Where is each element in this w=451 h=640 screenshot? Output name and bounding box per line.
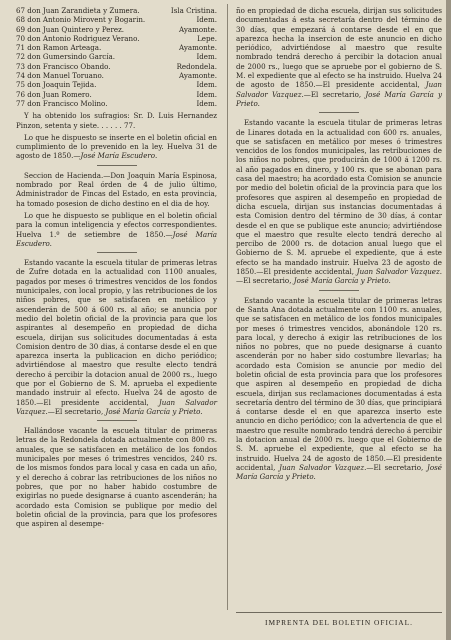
page-edge (446, 0, 451, 640)
signature: Juan Salvador Vazquez. (279, 462, 367, 472)
list-item: 76 don Juan Romero. Idem. (16, 89, 217, 99)
left-column (16, 6, 217, 531)
list-item: 69 don Juan Quintero y Perez. Ayamonte. (16, 24, 217, 34)
signature: Juan Salvador Vazquez. (236, 80, 442, 99)
printer-imprint: IMPRENTA DEL BOLETIN OFICIAL. (236, 612, 442, 627)
publication-notice: Lo que he dispuesto se inserte en el boletin oficial en cumplimiento de lo prevenido en la ley. Huelva 31 de agosto de 1850.—José María Escudero. (16, 132, 217, 161)
list-item: 73 don Francisco Obando. Redondela. (16, 61, 217, 71)
votes-paragraph: Y ha obtenido los sufragios: Sr. D. Luis Hernandez Pinzon, setenta y siete. . . . . . 77. (16, 111, 217, 130)
hacienda-notice: Seccion de Hacienda.—Don Joaquin María Espinosa, nombrado por Real órden de 4 de julio último, Administrador de Fincas del Estado, en esta provincia, ha tomado posesion de dicho destino en el dia de hoy. (16, 170, 217, 208)
signature: Juan Salvador Vazquez. (16, 397, 218, 416)
right-column (236, 6, 442, 485)
signature: José María García y Prieto. (105, 406, 203, 416)
zufre-school-notice: Estando vacante la escuela titular de primeras letras de Zufre dotada en la actualidad con 1100 anuales, pagados por meses ó trimestres vencidos de los fondos municipales, con local propio, y las retribuciones de los niños pobres, que se satisfacen en metálico y ascenderán de 500 á 600 rs. al año; se anuncia por medio del boletin oficial de la provincia para que los aspirantes al desempeño en propiedad de dicha escuela, dirijan sus solicitudes documentadas á esta Comision dentro de 30 dias, á contarse desde el en que aparezca inserta la publicacion en dicho periódico; advirtiéndose al maestro que resulte electo tendrá derecho á percibir la dotacion anual de 2000 rs., luego que por el Gobierno de S. M. aprueba el expediente mandado instruir al efecto. Huelva 24 de agosto de 1850.—El presidente accidental, Juan Salvador Vazquez.—El secretario, José María García y Prieto. (16, 258, 218, 416)
hacienda-publication: Lo que he dispuesto se publique en el boletin oficial para la comun inteligencia y efectos correspondientes. Huelva 1.º de setiembre de 1850.—José María Escudero. (16, 210, 217, 248)
redondela-school-notice: Hallándose vacante la escuela titular de primeras letras de la Redondela dotada actualmente con 800 rs. anuales, que se satisfacen en metálico de los fondos municipales por meses ó trimestres vencidos, 240 rs. de los mismos fondos para local y casa en cada un año, y el derecho á cobrar las retribuciones de los niños no pobres, que por no haber habido costumbre de exigirlas no puede designarse á cuanto ascenderán; ha acordado esta Comision se publique por medio del boletin oficial de la provincia, para que los profesores que aspiren al desempe- (16, 426, 217, 529)
section-divider (97, 420, 137, 421)
column-divider (227, 4, 228, 610)
list-item: 67 don Juan Zarandieta y Zumera. Isla Cristina. (16, 6, 217, 15)
signature: José María García y Prieto. (236, 462, 442, 482)
section-divider (319, 112, 359, 113)
signature: José María Escudero. (80, 151, 158, 161)
list-item: 71 don Ramon Arteaga. Ayamonte. (16, 43, 217, 53)
list-item: 77 don Francisco Molino. Idem. (16, 98, 217, 108)
section-divider (97, 165, 137, 166)
signature: José María García y Prieto. (236, 89, 442, 108)
list-item: 70 don Antonio Rodriguez Verano. Lepe. (16, 33, 217, 43)
santa-ana-school-notice: Estando vacante la escuela titular de primeras letras de Santa Ana dotada actualmente con 1100 rs. anuales, que se satisfacen en metálico de los fondos municipales por meses ó trimestres vencidos, abonándole 120 rs. para local, y derecho á exigir las retribuciones de los niños no pobres, que no puede designarse á cuanto ascenderán por no haber sido costumbre llevarlas; ha acordado esta Comision se anuncie por medio del boletin oficial de esta provincia para que los profesores que aspiren al desempeño en propiedad de dicha escuela, dirijan sus reclamaciones documentadas á esta secretaría dentro del término de 30 días, que principiará á contarse desde el en que aparezca inserto este anuncio en dicho periódico; con la advertencia de que el maestro que resulte nombrado tendrá derecho á percibir la dotacion anual de 2000 rs. luego que el Gobierno de S. M. apruebe el expediente, que al efecto se ha instruido. Huelva 24 de agosto de 1850.—El presidente accidental, Juan Salvador Vazquez.—El secretario, José María García y Prieto. (236, 295, 442, 482)
list-item: 74 don Manuel Toruano. Ayamonte. (16, 71, 217, 81)
redondela-continuation: ño en propiedad de dicha escuela, dirijan sus solicitudes documentadas á esta secretaría dentro del término de 30 días, que empezará á contarse desde el en que aparezca hecha la insercion de este anuncio en dicho periódico, advirtiéndose al maestro que resulte nombrado tendrá derecho á percibir la dotacion anual de 2000 rs., luego que se apruebe por el gobierno de S. M. el expediente que al efecto se ha instruido. Huelva 24 de agosto de 1850.—El presidente accidental, Juan Salvador Vazquez.—El secretario, José María García y Prieto. (236, 6, 442, 108)
linares-school-notice: Estando vacante la escuela titular de primeras letras de Linares dotada en la actualidad con 600 rs. anuales, que se satisfacen en metálico por meses ó trimestres vencidos de los fondos municipales, las retribuciones de los niños no pobres, que producirán de 1000 á 1200 rs. al año pagados en dinero, y 100 rs. que se abonan para casa del maestro; ha acordado esta Comision se anuncie por medio del boletin oficial de la provincia para que los profesores que aspiren al desempeño en propiedad de dicha escuela, dirijan sus instancias documentadas á esta Comision dentro del término de 30 días, á contar desde el en que se publique este anuncio; advirtiéndose que el maestro que resulte electo tendrá derecho al percibo de 2000 rs. de dotacion anual luego que el Gobierno de S. M. apruebe el expediente, que á este efecto se ha mandado instruir. Huelva 23 de agosto de 1850.—El presidente accidental, Juan Salvador Vazquez.—El secretario, José María García y Prieto. (236, 118, 442, 286)
elector-list (16, 6, 217, 108)
section-divider (97, 252, 137, 253)
signature: José María Escudero. (16, 229, 217, 248)
list-item: 75 don Joaquin Tejida. Idem. (16, 80, 217, 90)
list-item: 72 don Gumersindo García. Idem. (16, 52, 217, 62)
signature: Juan Salvador Vazquez. (356, 267, 442, 277)
section-divider (319, 290, 359, 291)
signature: José María García y Prieto. (293, 276, 391, 286)
list-item: 68 don Antonio Mirovent y Bogarin. Idem. (16, 15, 217, 25)
